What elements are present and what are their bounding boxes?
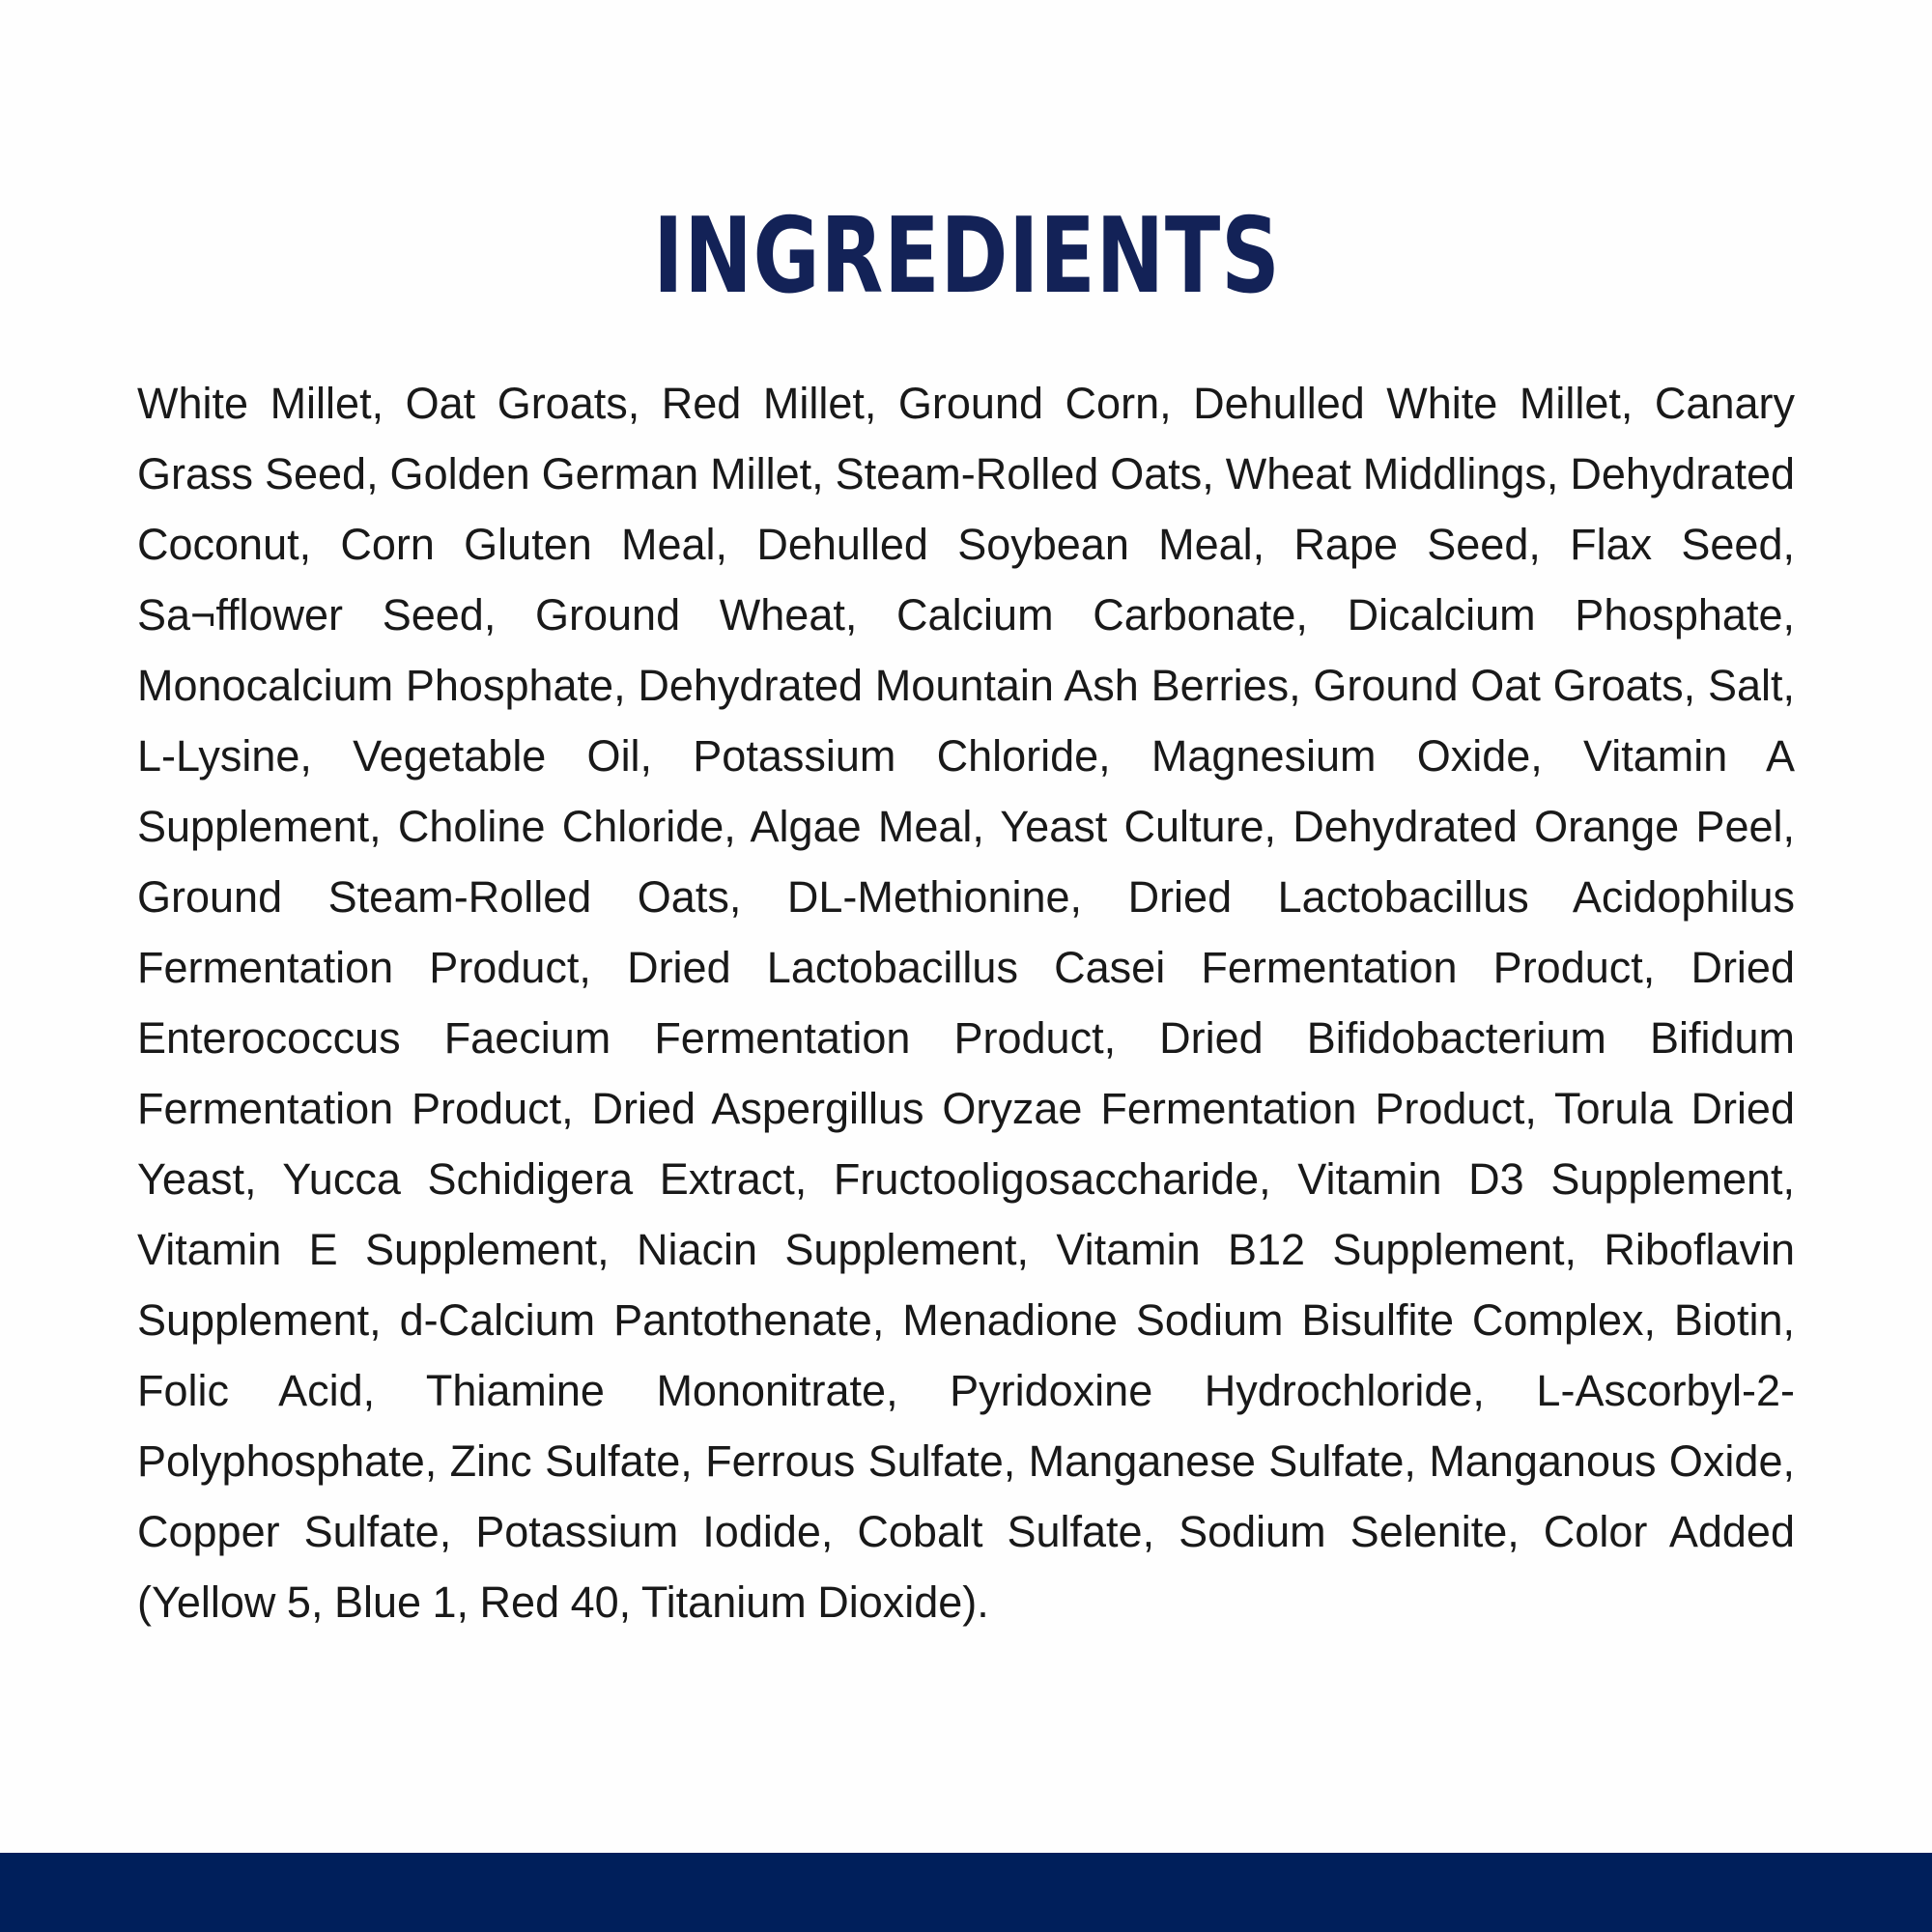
- footer-band: [0, 1853, 1932, 1932]
- page-title: INGREDIENTS: [653, 196, 1281, 317]
- ingredients-list: White Millet, Oat Groats, Red Millet, Ground Corn, Dehulled White Millet, Canary Grass Seed, Golden German Millet, Steam-Rolled Oats, Wheat Middlings, Dehydrated Coconut, Corn Gluten Meal, Dehulled Soybean Meal, Rape Seed, Flax Seed, Sa¬fflower Seed, Ground Wheat, Calcium Carbonate, Dicalcium Phosphate, Monocalcium Phosphate, Dehydrated Mountain Ash Berries, Ground Oat Groats, Salt, L-Lysine, Vegetable Oil, Potassium Chloride, Magnesium Oxide, Vitamin A Supplement, Choline Chloride, Algae Meal, Yeast Culture, Dehydrated Orange Peel, Ground Steam-Rolled Oats, DL-Methionine, Dried Lactobacillus Acidophilus Fermentation Product, Dried Lactobacillus Casei Fermentation Product, Dried Enterococcus Faecium Fermentation Product, Dried Bifidobacterium Bifidum Fermentation Product, Dried Aspergillus Oryzae Fermentation Product, Torula Dried Yeast, Yucca Schidigera Extract, Fructooligosaccharide, Vitamin D3 Supplement, Vitamin E Supplement, Niacin Supplement, Vitamin B12 Supplement, Riboflavin Supplement, d-Calcium Pantothenate, Menadione Sodium Bisulfite Complex, Biotin, Folic Acid, Thiamine Mononitrate, Pyridoxine Hydrochloride, L-Ascorbyl-2-Polyphosphate, Zinc Sulfate, Ferrous Sulfate, Manganese Sulfate, Manganous Oxide, Copper Sulfate, Potassium Iodide, Cobalt Sulfate, Sodium Selenite, Color Added (Yellow 5, Blue 1, Red 40, Titanium Dioxide).: [137, 379, 1795, 1627]
